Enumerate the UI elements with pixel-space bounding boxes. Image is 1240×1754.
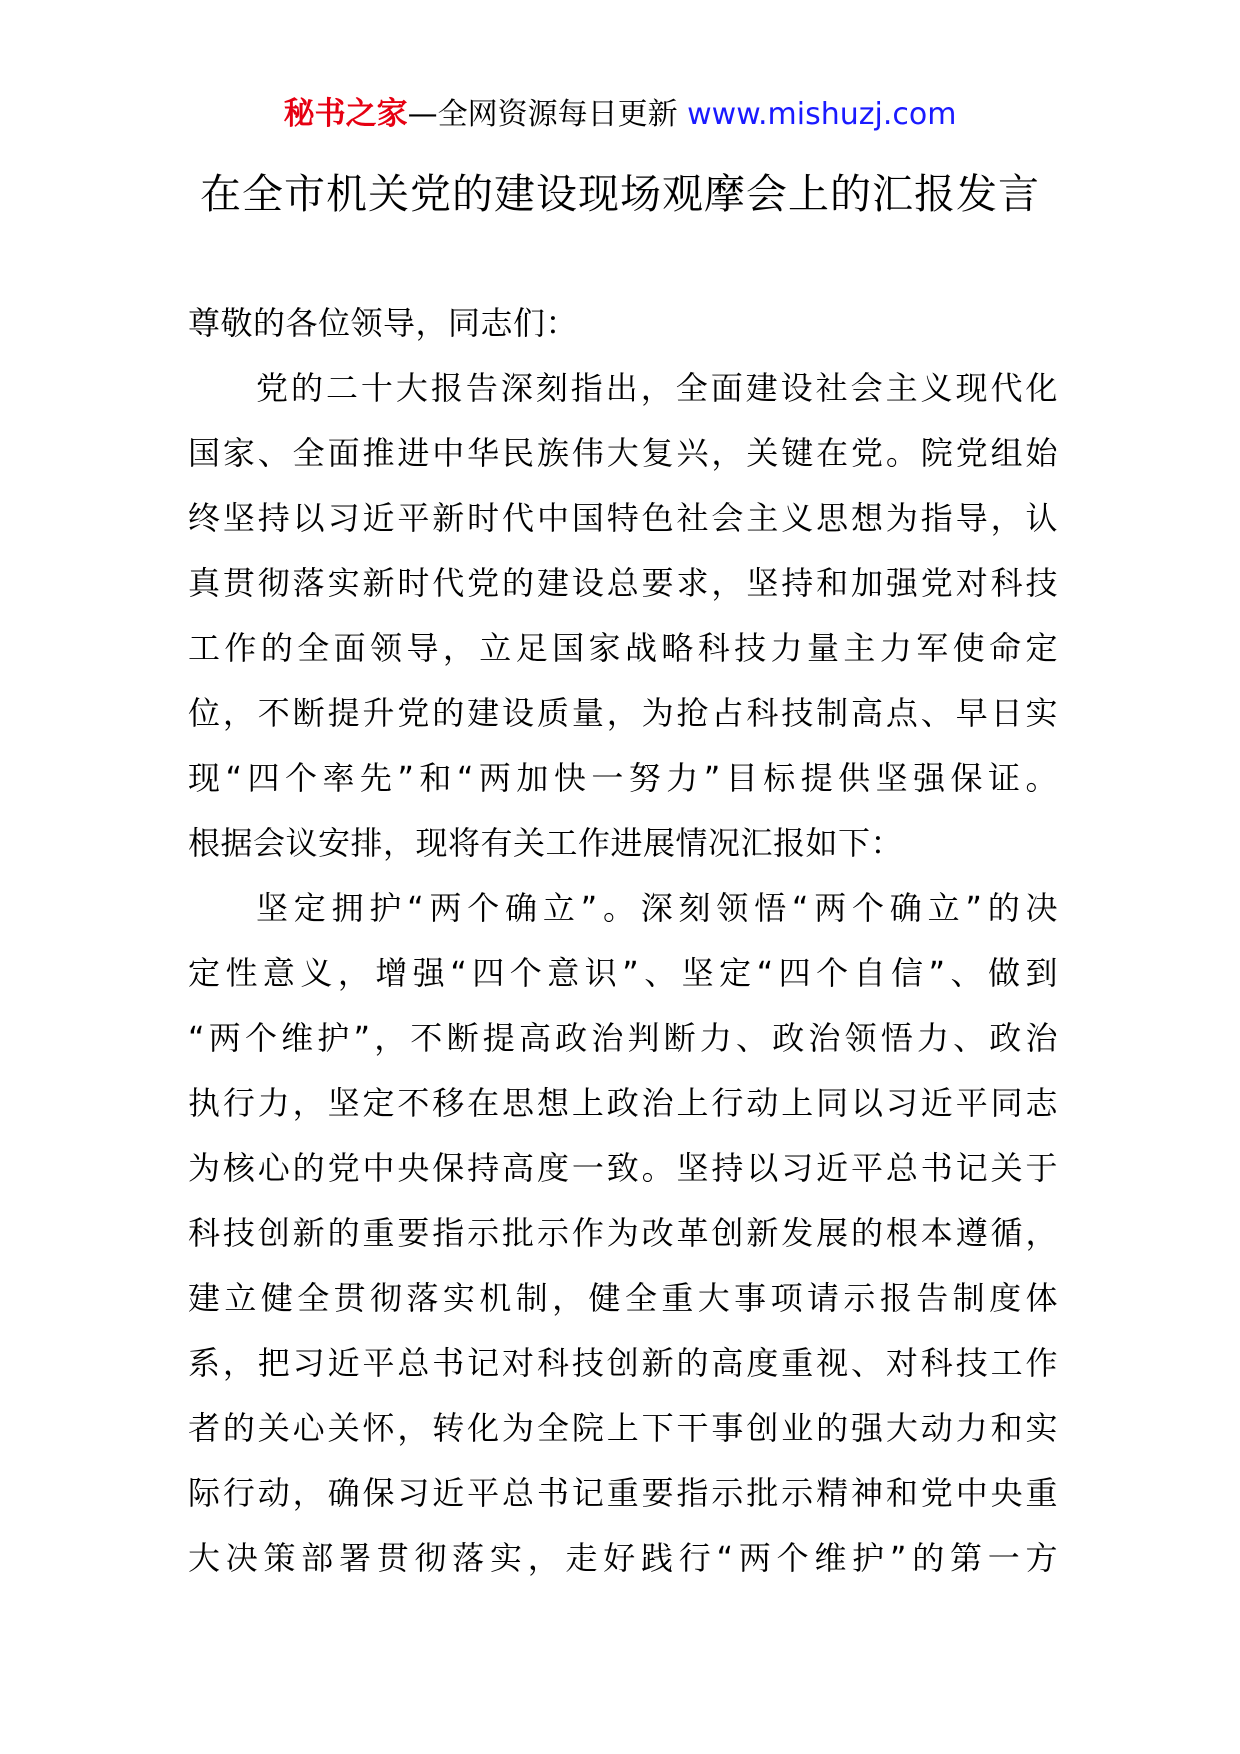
paragraph-line: 位，不断提升党的建设质量，为抢占科技制高点、早日实 bbox=[188, 694, 1058, 732]
site-url[interactable]: www.mishuzj.com bbox=[687, 97, 957, 132]
paragraph-line: 坚定拥护“两个确立”。深刻领悟“两个确立”的决 bbox=[256, 889, 1058, 927]
salutation: 尊敬的各位领导，同志们： bbox=[188, 304, 579, 342]
paragraph-line: 工作的全面领导，立足国家战略科技力量主力军使命定 bbox=[188, 629, 1058, 667]
site-header bbox=[0, 94, 1240, 135]
brand-name: 秘书之家 bbox=[283, 96, 408, 132]
paragraph-line: 系，把习近平总书记对科技创新的高度重视、对科技工作 bbox=[188, 1344, 1058, 1382]
document-body bbox=[188, 291, 1058, 1591]
paragraph-line: 者的关心关怀，转化为全院上下干事创业的强大动力和实 bbox=[188, 1409, 1058, 1447]
paragraph-line: 建立健全贯彻落实机制，健全重大事项请示报告制度体 bbox=[188, 1279, 1058, 1317]
paragraph-line: 执行力，坚定不移在思想上政治上行动上同以习近平同志 bbox=[188, 1084, 1058, 1122]
paragraph-line: 真贯彻落实新时代党的建设总要求，坚持和加强党对科技 bbox=[188, 564, 1058, 602]
paragraph-line: 科技创新的重要指示批示作为改革创新发展的根本遵循， bbox=[188, 1214, 1058, 1252]
paragraph-line: 为核心的党中央保持高度一致。坚持以习近平总书记关于 bbox=[188, 1149, 1058, 1187]
paragraph-line: 大决策部署贯彻落实，走好践行“两个维护”的第一方 bbox=[188, 1539, 1058, 1577]
paragraph-line: 国家、全面推进中华民族伟大复兴，关键在党。院党组始 bbox=[188, 434, 1058, 472]
paragraph-line: 党的二十大报告深刻指出，全面建设社会主义现代化 bbox=[256, 369, 1058, 407]
site-tagline: —全网资源每日更新 bbox=[407, 97, 688, 132]
document-title: 在全市机关党的建设现场观摩会上的汇报发言 bbox=[200, 170, 1040, 218]
paragraph-line: 现“四个率先”和“两加快一努力”目标提供坚强保证。 bbox=[188, 759, 1058, 797]
paragraph-line: 终坚持以习近平新时代中国特色社会主义思想为指导，认 bbox=[188, 499, 1058, 537]
paragraph-line: 定性意义，增强“四个意识”、坚定“四个自信”、做到 bbox=[188, 954, 1058, 992]
paragraph-line: 根据会议安排，现将有关工作进展情况汇报如下： bbox=[188, 824, 904, 862]
paragraph-line: “两个维护”，不断提高政治判断力、政治领悟力、政治 bbox=[188, 1019, 1058, 1057]
paragraph-line: 际行动，确保习近平总书记重要指示批示精神和党中央重 bbox=[188, 1474, 1058, 1512]
